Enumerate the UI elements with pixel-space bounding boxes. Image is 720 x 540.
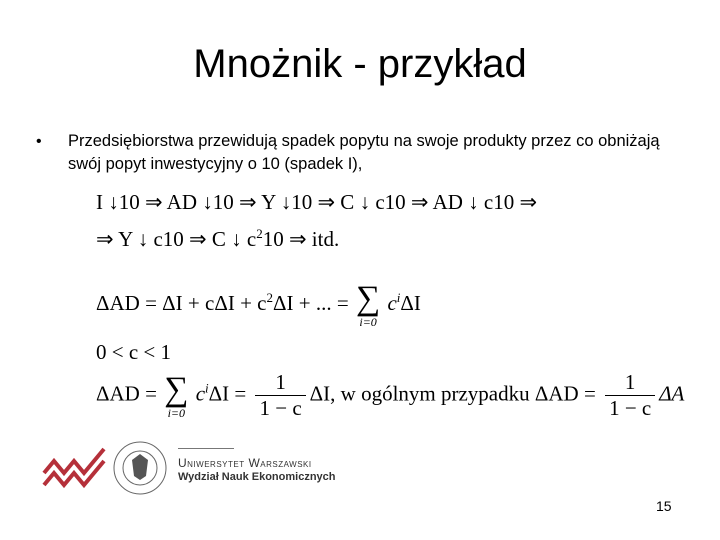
equation-line-3: $\Delta AD = \Delta I + c\Delta I + c^2\Delta I$ + ... = ∑ i=0 $c^i\Delta I$ xyxy=(96,280,421,329)
equation-line-4: 0 < c < 1 xyxy=(96,340,172,364)
summation-symbol: ∑ i=0 xyxy=(355,280,381,329)
divider xyxy=(178,448,234,449)
equation-line-2: ⇒ Y ↓ c10 ⇒ C ↓ $c^210$ ⇒ itd. xyxy=(96,226,340,251)
page-number: 15 xyxy=(656,498,672,514)
summation-symbol: ∑ i=0 xyxy=(164,370,189,420)
fraction: $\frac{1}{1 - c}$ xyxy=(605,370,655,421)
bullet-text: Przedsiębiorstwa przewidują spadek popytu na swoje produkty przez co obniżają swój popyt inwestycyjny o 10 (spadek I), xyxy=(68,132,660,173)
university-seal-icon xyxy=(112,440,168,496)
bullet-marker: • xyxy=(36,133,42,150)
university-name: Uniwersytet Warszawski xyxy=(178,456,312,470)
fraction: $\frac{1}{1 - c}$ xyxy=(255,370,305,421)
wne-logo-icon xyxy=(40,445,110,495)
equation-line-5: ΔAD = ∑ i=0 $c^i\Delta I$ = $\frac{1}{1 - c}$ ΔI, w ogólnym przypadku ΔAD = $\frac{1}{1 - c}$ ΔA xyxy=(96,370,685,420)
slide-title: Mnożnik - przykład xyxy=(193,42,527,86)
faculty-name: Wydział Nauk Ekonomicznych xyxy=(178,471,336,483)
equation-line-1: I ↓10 ⇒ AD ↓10 ⇒ Y ↓10 ⇒ C ↓ c10 ⇒ AD ↓ c10 ⇒ xyxy=(96,190,538,214)
